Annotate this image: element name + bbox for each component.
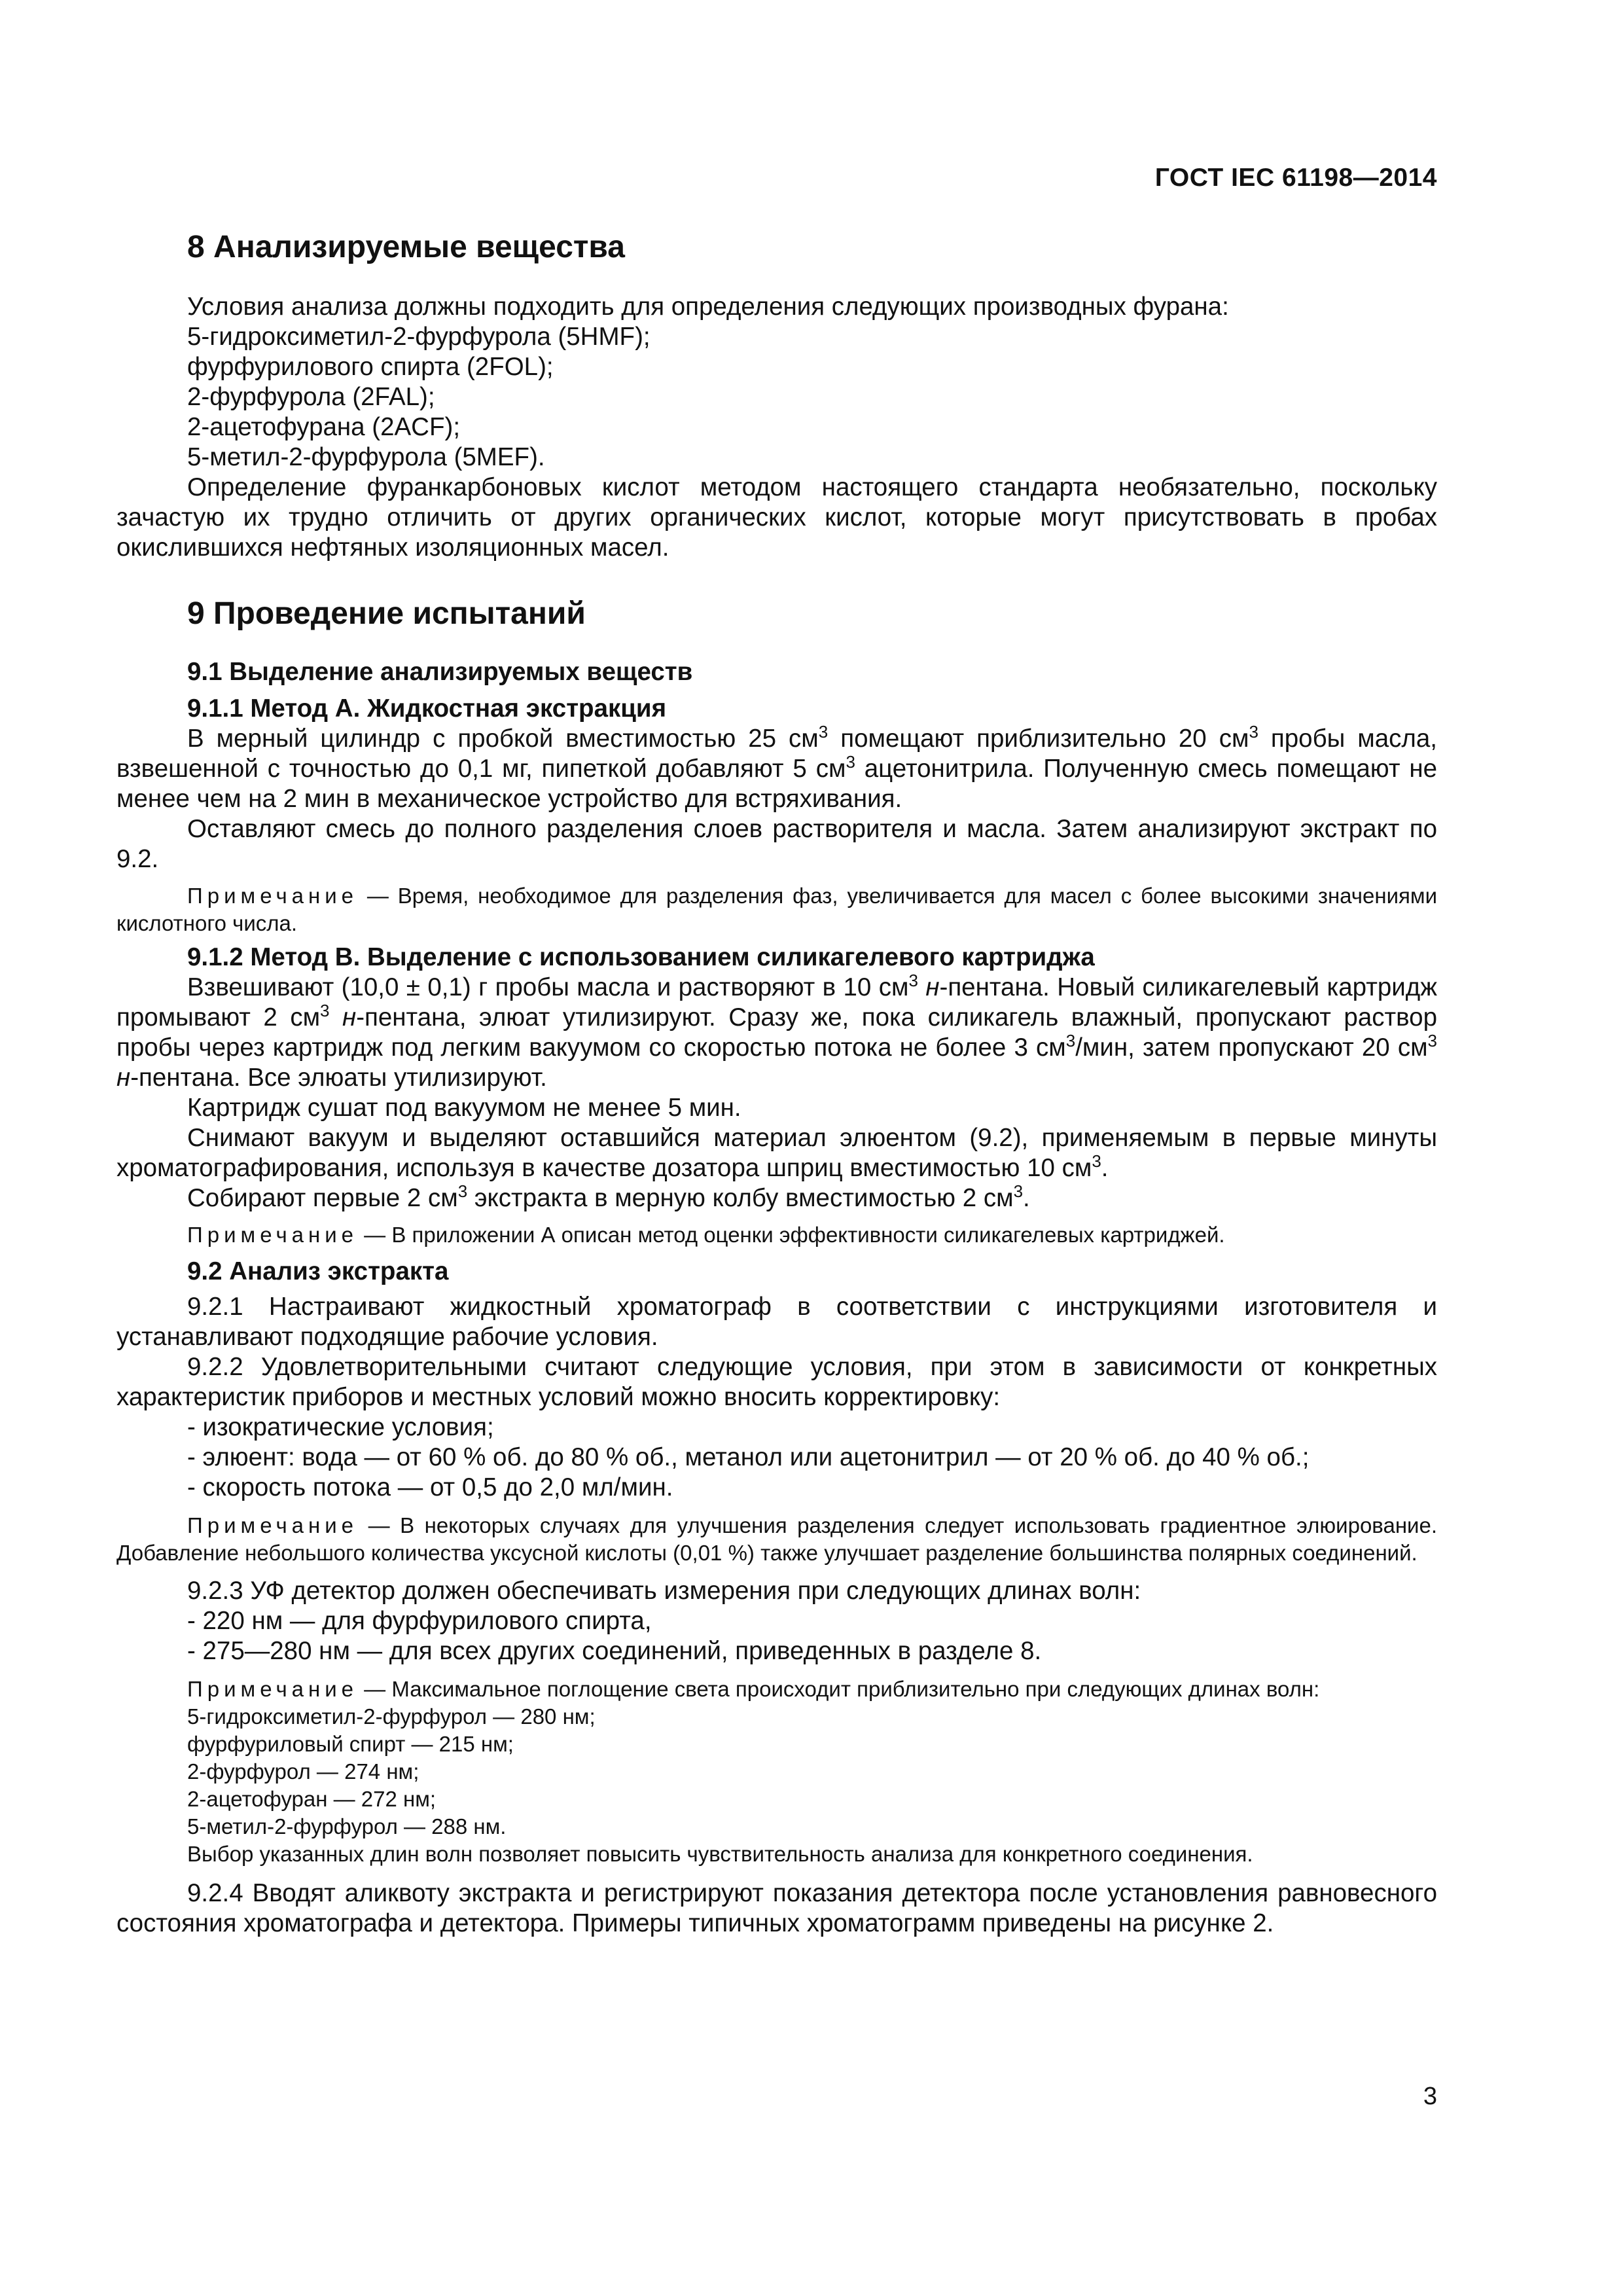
content (116, 228, 1437, 1939)
note-label: Примечание (187, 1677, 359, 1701)
note-label: Примечание (187, 1223, 359, 1247)
condition-item: - элюент: вода — от 60 % об. до 80 % об., метанол или ацетонитрил — от 20 % об. до 40 % об.; (187, 1443, 1310, 1471)
method-b-paragraph-3: Снимают вакуум и выделяют оставшийся материал элюентом (9.2), применяемым в первые минуты хроматографирования, используя в качестве дозатора шприц вместимостью 10 $см^3$. (116, 1124, 1437, 1182)
section-8-intro: Условия анализа должны подходить для определения следующих производных фурана: (187, 293, 1229, 321)
paragraph-9-2-4: 9.2.4 Вводят аликвоту экстракта и регистрируют показания детектора после установления равновесного состояния хроматографа и детектора. Примеры типичных хроматограмм приведены на рисунке 2. (116, 1879, 1437, 1937)
analyte-item: 5-гидроксиметил-2-фурфурола (5HMF); (187, 323, 651, 351)
paragraph-9-2-2: 9.2.2 Удовлетворительными считают следующие условия, при этом в зависимости от конкретных характеристик приборов и местных условий можно вносить корректировку: (116, 1353, 1437, 1411)
note-method-a: Примечание — Время, необходимое для разделения фаз, увеличивается для масел с более высокими значениями кислотного числа. (116, 884, 1437, 935)
absorption-item: 5-метил-2-фурфурол — 288 нм. (187, 1814, 507, 1839)
analyte-item: 2-фурфурола (2FAL); (187, 383, 435, 411)
analyte-item: 5-метил-2-фурфурола (5MEF). (187, 443, 545, 471)
subsection-9-1-heading: 9.1 Выделение анализируемых веществ (187, 658, 693, 686)
note-label: Примечание (187, 884, 359, 908)
analyte-item: фурфурилового спирта (2FOL); (187, 353, 554, 381)
subsection-9-1-2-heading: 9.1.2 Метод В. Выделение с использованием силикагелевого картриджа (187, 943, 1095, 971)
absorption-item: 2-фурфурол — 274 нм; (187, 1759, 419, 1784)
section-9-heading: 9 Проведение испытаний (187, 596, 586, 631)
absorption-item: фурфуриловый спирт — 215 нм; (187, 1732, 514, 1756)
condition-item: - скорость потока — от 0,5 до 2,0 мл/мин. (187, 1473, 673, 1501)
note-label: Примечание (187, 1513, 359, 1537)
method-b-paragraph-2: Картридж сушат под вакуумом не менее 5 мин. (187, 1094, 741, 1122)
note-method-b: Примечание — В приложении А описан метод оценки эффективности силикагелевых картриджей. (187, 1223, 1225, 1247)
condition-item: - изократические условия; (187, 1413, 494, 1441)
paragraph-9-2-1: 9.2.1 Настраивают жидкостный хроматограф в соответствии с инструкциями изготовителя и устанавливают подходящие рабочие условия. (116, 1293, 1437, 1351)
note-absorption: Примечание — Максимальное поглощение света происходит приблизительно при следующих длинах волн: (187, 1677, 1320, 1701)
method-b-paragraph-4: Собирают первые 2 $см^3$ экстракта в мерную колбу вместимостью 2 $см^3$. (187, 1181, 1030, 1212)
note-gradient: Примечание — В некоторых случаях для улучшения разделения следует использовать градиентное элюирование. Добавление небольшого количества уксусной кислоты (0,01 %) также улучшает разделение большинства полярных соединений. (116, 1513, 1437, 1565)
subsection-9-1-1-heading: 9.1.1 Метод А. Жидкостная экстракция (187, 694, 667, 723)
method-a-paragraph-2: Оставляют смесь до полного разделения слоев растворителя и масла. Затем анализируют экстракт по 9.2. (116, 815, 1437, 873)
wavelength-item: - 275—280 нм — для всех других соединений, приведенных в разделе 8. (187, 1637, 1042, 1665)
paragraph-9-2-3: 9.2.3 УФ детектор должен обеспечивать измерения при следующих длинах волн: (187, 1577, 1141, 1605)
absorption-item: 2-ацетофуран — 272 нм; (187, 1787, 437, 1811)
section-8-heading: 8 Анализируемые вещества (187, 230, 625, 264)
subsection-9-2-heading: 9.2 Анализ экстракта (187, 1257, 449, 1285)
method-a-paragraph: В мерный цилиндр с пробкой вместимостью 25 $см^3$ помещают приблизительно 20 $см^3$ пробы масла, взвешенной с точностью до 0,1 мг, пипеткой добавляют 5 $см^3$ ацетонитрила. Полученную смесь помещают не менее чем на 2 мин в механическое устройство для встряхивания. (116, 722, 1438, 813)
method-b-paragraph: Взвешивают (10,0 ± 0,1) г пробы масла и растворяют в 10 $см^3$ н-пентана. Новый силикагелевый картридж промывают 2 $см^3$ н-пентана, элюат утилизируют. Сразу же, пока силикагель влажный, пропускают раствор пробы через картридж под легким вакуумом со скоростью потока не более 3 $см^3$/мин, затем пропускают 20 $см^3$ н-пентана. Все элюаты утилизируют. (116, 971, 1438, 1092)
document-page (116, 0, 1437, 2296)
absorption-item: 5-гидроксиметил-2-фурфурол — 280 нм; (187, 1704, 596, 1729)
analyte-item: 2-ацетофурана (2ACF); (187, 413, 461, 441)
wavelength-item: - 220 нм — для фурфурилового спирта, (187, 1607, 652, 1635)
page-number: 3 (1423, 2083, 1437, 2110)
note-tail: Выбор указанных длин волн позволяет повысить чувствительность анализа для конкретного соединения. (187, 1842, 1253, 1866)
section-8-paragraph: Определение фуранкарбоновых кислот методом настоящего стандарта необязательно, поскольку зачастую их трудно отличить от других органических кислот, которые могут присутствовать в пробах окислившихся нефтяных изоляционных масел. (116, 473, 1437, 562)
document-code: ГОСТ IEC 61198—2014 (1154, 164, 1437, 192)
